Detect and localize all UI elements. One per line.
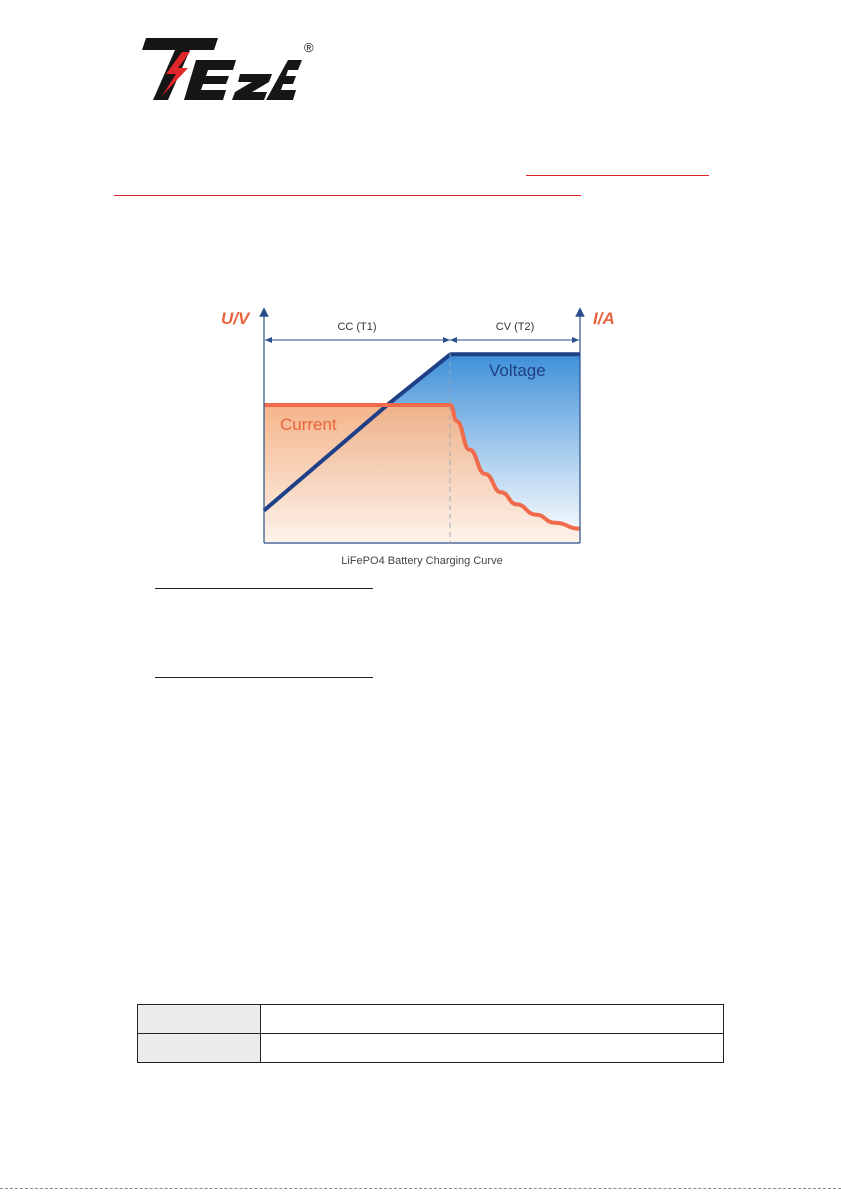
link-underline-2[interactable] xyxy=(114,195,581,196)
phase-arrow-left xyxy=(265,337,272,343)
charging-curve-chart xyxy=(205,300,625,575)
spec-table xyxy=(137,1004,724,1063)
phase-arrow-right xyxy=(572,337,579,343)
teze-logo xyxy=(136,30,336,106)
series-label-current: Current xyxy=(280,415,337,434)
logo-letter-e2 xyxy=(266,60,302,100)
table-row xyxy=(138,1005,724,1034)
y-left-label: U/V xyxy=(221,309,250,328)
phase-label-cc: CC (T1) xyxy=(337,321,377,333)
table-cell-label xyxy=(138,1005,261,1034)
registered-mark: ® xyxy=(304,40,314,55)
text-underline-1 xyxy=(155,588,373,589)
phase-arrow-mid-right xyxy=(450,337,457,343)
logo-letter-e1 xyxy=(184,60,236,100)
table-cell-value xyxy=(261,1005,724,1034)
text-underline-2 xyxy=(155,677,373,678)
link-underline-1[interactable] xyxy=(526,175,709,176)
page-bottom-rule xyxy=(0,1188,841,1189)
table-cell-value xyxy=(261,1034,724,1063)
phase-arrow-mid-left xyxy=(443,337,450,343)
table-row xyxy=(138,1034,724,1063)
logo-letter-z xyxy=(232,74,272,100)
y-right-label: I/A xyxy=(593,309,615,328)
chart-title: LiFePO4 Battery Charging Curve xyxy=(341,555,503,567)
series-label-voltage: Voltage xyxy=(489,361,546,380)
phase-label-cv: CV (T2) xyxy=(495,321,535,333)
table-cell-label xyxy=(138,1034,261,1063)
